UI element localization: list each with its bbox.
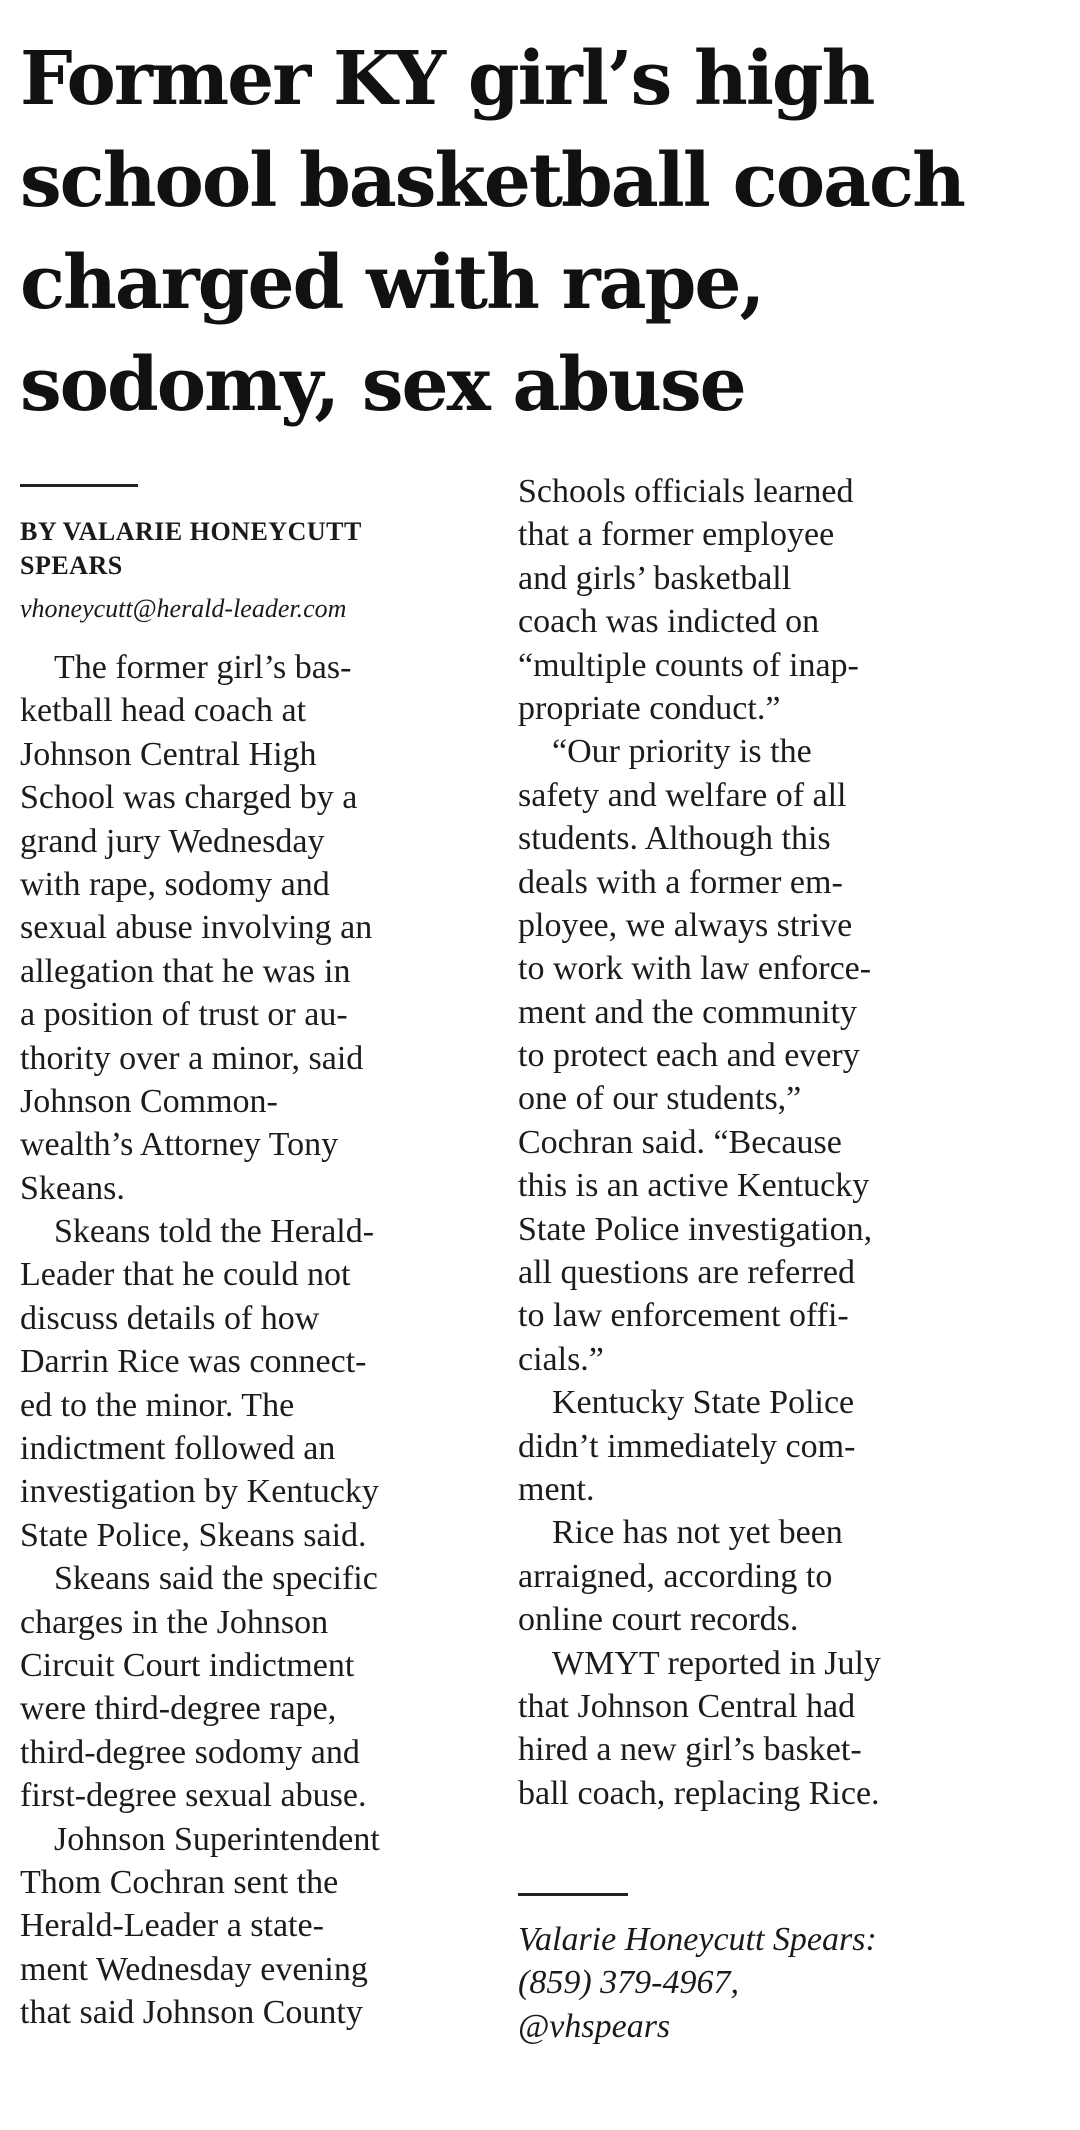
headline-line: Former KY girl’s high — [20, 36, 874, 122]
text-line: “Our priority is the — [552, 733, 812, 771]
text-line: one of our students,” — [518, 1080, 802, 1118]
signoff-line: (859) 379-4967, — [518, 1964, 739, 2002]
text-line: and girls’ basketball — [518, 559, 792, 597]
text-line: students. Although this — [518, 820, 831, 858]
text-line: Herald-Leader a state- — [20, 1907, 324, 1945]
text-line: to work with law enforce- — [518, 950, 872, 988]
headline-line: charged with rape, — [20, 240, 764, 326]
text-line: ed to the minor. The — [20, 1386, 295, 1424]
text-line: WMYT reported in July — [552, 1644, 881, 1682]
text-line: that Johnson Central had — [518, 1687, 856, 1725]
text-line: first-degree sexual abuse. — [20, 1777, 367, 1815]
text-line: investigation by Kentucky — [20, 1473, 379, 1511]
text-line: third-degree sodomy and — [20, 1733, 360, 1771]
byline — [20, 515, 490, 583]
text-line: didn’t immediately com- — [518, 1427, 856, 1465]
right-column — [518, 470, 978, 1815]
text-line: Leader that he could not — [20, 1256, 351, 1294]
headline-line: school basketball coach — [20, 138, 964, 224]
text-line: sexual abuse involving an — [20, 909, 373, 947]
text-line: Darrin Rice was connect- — [20, 1343, 367, 1381]
text-line: Skeans said the specific — [54, 1560, 378, 1598]
text-line: hired a new girl’s basket- — [518, 1731, 862, 1769]
headline-line: sodomy, sex abuse — [20, 342, 745, 428]
signoff-line: Valarie Honeycutt Spears: — [518, 1921, 877, 1958]
text-line: were third-degree rape, — [20, 1690, 337, 1728]
byline-rule — [20, 484, 138, 487]
text-line: this is an active Kentucky — [518, 1167, 870, 1205]
text-line: to law enforcement offi- — [518, 1297, 849, 1335]
text-line: Skeans. — [20, 1169, 125, 1207]
left-column — [20, 646, 490, 2035]
text-line: charges in the Johnson — [20, 1603, 329, 1641]
text-line: School was charged by a — [20, 779, 358, 817]
text-line: a position of trust or au- — [20, 996, 348, 1034]
text-line: all questions are referred — [518, 1254, 855, 1292]
text-line: State Police investigation, — [518, 1210, 873, 1248]
text-line: with rape, sodomy and — [20, 865, 330, 903]
text-line: grand jury Wednesday — [20, 822, 325, 860]
headline — [20, 28, 1060, 436]
text-line: The former girl’s bas- — [54, 649, 352, 686]
text-line: Rice has not yet been — [552, 1514, 843, 1552]
text-line: Thom Cochran sent the — [20, 1863, 339, 1901]
text-line: ment. — [518, 1470, 595, 1508]
text-line: ment Wednesday evening — [20, 1950, 368, 1988]
author-signoff — [518, 1918, 877, 2048]
text-line: arraigned, according to — [518, 1557, 833, 1595]
text-line: that said Johnson County — [20, 1994, 363, 2032]
signoff-rule — [518, 1893, 628, 1896]
text-line: wealth’s Attorney Tony — [20, 1126, 339, 1164]
text-line: ball coach, replacing Rice. — [518, 1774, 880, 1812]
byline-line: SPEARS — [20, 551, 123, 580]
text-line: Skeans told the Herald- — [54, 1213, 375, 1251]
text-line: coach was indicted on — [518, 603, 820, 641]
text-line: online court records. — [518, 1601, 799, 1639]
text-line: Cochran said. “Because — [518, 1123, 842, 1161]
text-line: ment and the community — [518, 993, 857, 1031]
text-line: safety and welfare of all — [518, 776, 847, 814]
text-line: Johnson Central High — [20, 735, 317, 773]
text-line: ketball head coach at — [20, 692, 307, 730]
text-line: “multiple counts of inap- — [518, 646, 859, 684]
text-line: ployee, we always strive — [518, 906, 853, 944]
author-email: vhoneycutt@herald-leader.com — [20, 594, 347, 623]
text-line: discuss details of how — [20, 1299, 320, 1337]
text-line: propriate conduct.” — [518, 689, 781, 727]
text-line: Schools officials learned — [518, 473, 854, 510]
text-line: Johnson Common- — [20, 1082, 278, 1120]
text-line: Kentucky State Police — [552, 1384, 855, 1422]
text-line: indictment followed an — [20, 1430, 336, 1468]
byline-line: BY VALARIE HONEYCUTT — [20, 517, 362, 546]
text-line: Johnson Superintendent — [54, 1820, 380, 1858]
text-line: State Police, Skeans said. — [20, 1516, 367, 1554]
text-line: deals with a former em- — [518, 863, 843, 901]
text-line: that a former employee — [518, 516, 835, 554]
text-line: to protect each and every — [518, 1037, 860, 1075]
text-line: cials.” — [518, 1340, 604, 1378]
signoff-line: @vhspears — [518, 2007, 671, 2045]
text-line: allegation that he was in — [20, 952, 351, 990]
text-line: Circuit Court indictment — [20, 1646, 355, 1684]
text-line: thority over a minor, said — [20, 1039, 364, 1077]
